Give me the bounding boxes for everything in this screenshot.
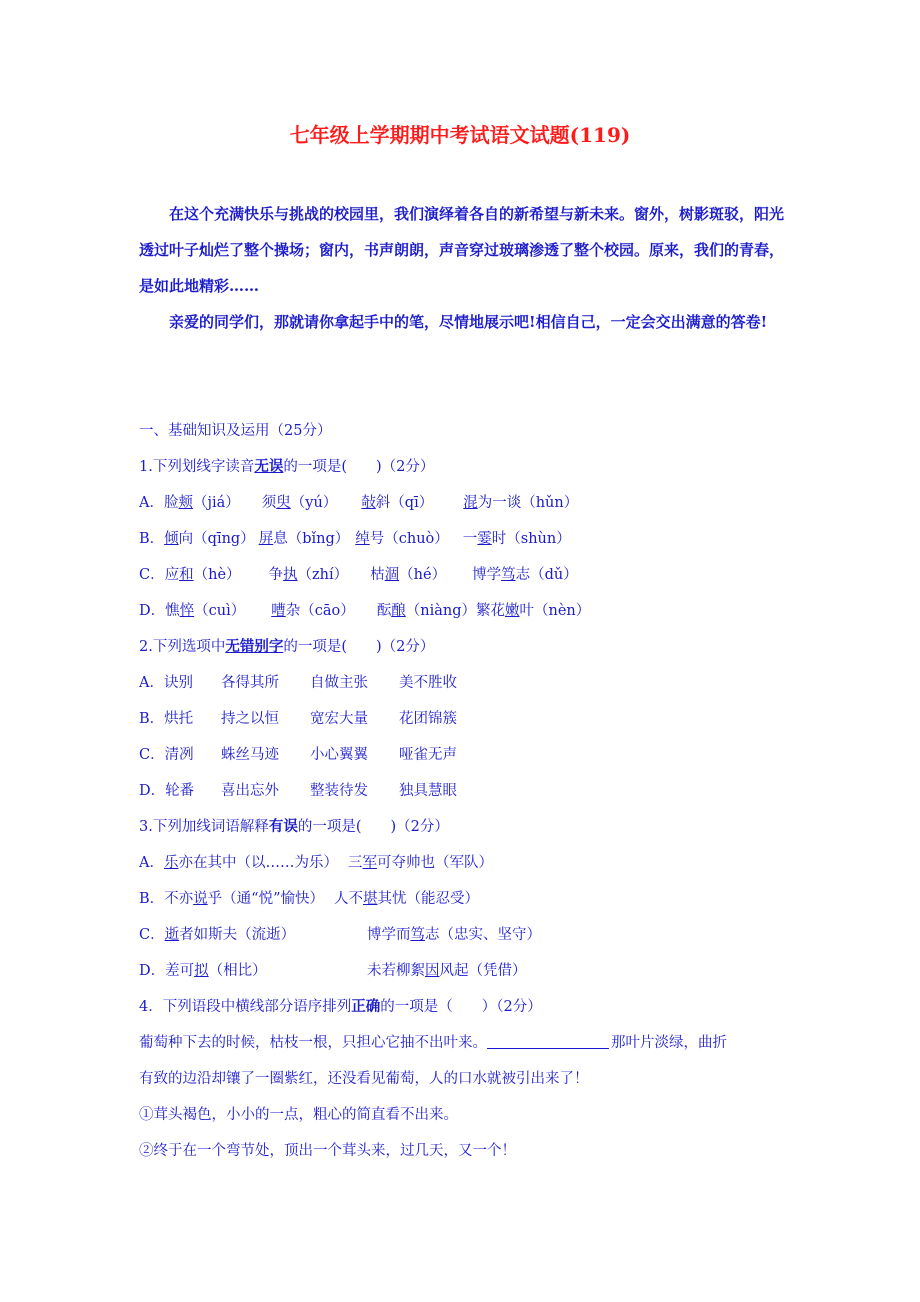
option-text: 志（忠实、坚守） (425, 927, 541, 943)
marked-char: 和 (179, 567, 194, 583)
question-4-passage-line-2: 有致的边沿却镶了一圈紫红，还没看见葡萄，人的口水就被引出来了！ (139, 1071, 589, 1087)
option-text: 三 (347, 855, 363, 871)
option-text: 杂（cāo） (285, 603, 355, 619)
stem-text: 的一项是( )（2分） (297, 819, 449, 835)
option-text: A．脸 (139, 495, 179, 511)
question-4-passage-line-1 (139, 1025, 789, 1061)
stem-text: 的一项是( )（2分） (283, 459, 435, 475)
option-text: 未若柳絮 (367, 963, 425, 979)
question-4-sentence-1: ①茸头褐色，小小的一点，粗心的简直看不出来。 (139, 1107, 458, 1123)
marked-char: 绰 (355, 531, 370, 547)
stem-emphasis: 无误 (254, 458, 284, 475)
question-1-option-c (139, 557, 789, 593)
passage-text: 葡萄种下去的时候，枯枝一根，只担心它抽不出叶来。 (139, 1035, 487, 1051)
option-text: C．应 (139, 567, 180, 583)
marked-char: 嘈 (271, 603, 286, 619)
option-text: 时（shùn） (491, 531, 571, 547)
option-text: A． (139, 855, 164, 871)
stem-text: 2.下列选项中 (139, 639, 226, 655)
option-text: 独具慧眼 (399, 783, 457, 799)
question-1-stem (139, 449, 789, 485)
marked-char: 倾 (164, 531, 179, 547)
marked-char: 敧 (361, 495, 376, 511)
stem-text: 的一项是（ ）（2分） (380, 999, 542, 1015)
question-1-option-a (139, 485, 789, 521)
option-text: D．憔 (139, 603, 180, 619)
option-text: 宽宏大量 (310, 711, 368, 727)
option-text: 酝 (376, 603, 392, 619)
marked-word: 因 (425, 963, 440, 979)
answer-blank (487, 1030, 609, 1049)
question-1-option-d (139, 593, 789, 629)
marked-word: 拟 (194, 963, 209, 979)
question-2-option-a (139, 665, 789, 701)
option-text: B．烘托 (139, 711, 194, 727)
stem-text: 3.下列加线词语解释 (139, 819, 269, 835)
option-text: 者如斯夫（流逝） (179, 927, 296, 943)
marked-char: 混 (463, 495, 478, 511)
question-2-option-b (139, 701, 789, 737)
stem-emphasis: 正确 (351, 998, 381, 1015)
section-heading: 一、基础知识及运用（25分） (139, 423, 332, 439)
intro-paragraph-1: 在这个充满快乐与挑战的校园里，我们演绎着各自的新希望与新未来。窗外，树影斑驳，阳光透过叶子灿烂了整个操场；窗内，书声朗朗，声音穿过玻璃渗透了整个校园。原来，我们的青春，是如此地精彩…… (139, 205, 785, 295)
option-text: 斜（qī） (375, 495, 434, 511)
option-text: （cuì） (194, 603, 246, 619)
question-4-sentence-2: ②终于在一个弯节处，顶出一个茸头来，过几天，又一个！ (139, 1143, 516, 1159)
question-3-stem (139, 809, 789, 845)
marked-char: 颊 (178, 495, 193, 511)
option-text: 蛛丝马迹 (221, 747, 279, 763)
option-text: 持之以恒 (221, 711, 279, 727)
option-text: 乎（通“悦”愉快） (207, 891, 324, 907)
question-1-option-b (139, 521, 789, 557)
option-text: （zhí） (297, 567, 349, 583)
question-3-option-b (139, 881, 789, 917)
marked-char: 臾 (276, 495, 291, 511)
option-text: 美不胜收 (399, 675, 457, 691)
option-text: B．不亦 (139, 891, 194, 907)
passage-text: 那叶片淡绿，曲折 (611, 1035, 727, 1051)
option-text: 可夺帅也（军队） (376, 855, 493, 871)
option-text: 博学 (472, 567, 502, 583)
question-4-stem (139, 989, 789, 1025)
intro-block (139, 196, 787, 340)
option-text: 哑雀无声 (399, 747, 457, 763)
option-text: 风起（凭借） (439, 963, 527, 979)
option-text: 为一谈（hǔn） (477, 495, 579, 511)
marked-char: 嫩 (505, 603, 520, 619)
option-text: （niàng）繁花 (405, 603, 505, 619)
option-text: 小心翼翼 (310, 747, 368, 763)
option-text: 息（bǐng） (273, 531, 350, 547)
question-2-option-c (139, 737, 789, 773)
option-text: B． (139, 531, 165, 547)
option-text: 整装待发 (310, 783, 368, 799)
option-text: A．诀别 (139, 675, 193, 691)
option-text: （yú） (290, 495, 338, 511)
option-text: 博学而 (367, 927, 411, 943)
option-text: 须 (261, 495, 277, 511)
option-text: 叶（nèn） (519, 603, 591, 619)
option-text: C．清冽 (139, 747, 194, 763)
option-text: C． (139, 927, 165, 943)
questions-block (139, 413, 789, 1169)
marked-char: 悴 (179, 603, 195, 619)
question-2-stem (139, 629, 789, 665)
option-text: 枯 (370, 567, 385, 583)
marked-char: 执 (283, 567, 298, 583)
option-text: 号（chuò） (369, 531, 449, 547)
option-text: 志（dǔ） (515, 567, 578, 583)
marked-char: 酿 (391, 603, 406, 619)
marked-word: 说 (193, 891, 208, 907)
option-text: D．轮番 (139, 783, 195, 799)
marked-word: 堪 (362, 891, 378, 907)
option-text: 一 (462, 531, 478, 547)
option-text: （相比） (208, 963, 267, 979)
option-text: （hé） (399, 567, 447, 583)
option-text: D．差可 (139, 963, 195, 979)
option-text: 向（qīng） (178, 531, 255, 547)
marked-char: 涸 (384, 567, 400, 583)
marked-word: 逝 (164, 927, 180, 943)
intro-paragraph-2: 亲爱的同学们，那就请你拿起手中的笔，尽情地展示吧!相信自己，一定会交出满意的答卷! (169, 313, 768, 331)
option-text: 自做主张 (310, 675, 368, 691)
option-text: 各得其所 (221, 675, 279, 691)
option-text: 喜出忘外 (221, 783, 279, 799)
option-text: 人不 (333, 891, 363, 907)
option-text: （hè） (193, 567, 241, 583)
option-text: （jiá） (192, 495, 240, 511)
stem-emphasis: 有误 (268, 818, 298, 835)
stem-text: 1.下列划线字读音 (139, 459, 255, 475)
question-3-option-c (139, 917, 789, 953)
option-text: 争 (268, 567, 284, 583)
question-3-option-a (139, 845, 789, 881)
marked-word: 军 (362, 855, 377, 871)
marked-char: 屏 (258, 531, 274, 547)
stem-emphasis: 无错别字 (225, 638, 284, 655)
option-text: 其忧（能忍受） (377, 891, 479, 907)
marked-word: 乐 (163, 855, 179, 871)
question-2-option-d (139, 773, 789, 809)
exam-title: 七年级上学期期中考试语文试题(119) (289, 123, 631, 147)
option-text: 亦在其中（以……为乐） (178, 855, 338, 871)
option-text: 花团锦簇 (399, 711, 457, 727)
question-3-option-d (139, 953, 789, 989)
marked-char: 笃 (501, 567, 516, 583)
stem-text: 的一项是( )（2分） (283, 639, 435, 655)
marked-word: 笃 (410, 927, 425, 943)
stem-text: 4．下列语段中横线部分语序排列 (139, 999, 352, 1015)
marked-char: 霎 (477, 531, 492, 547)
